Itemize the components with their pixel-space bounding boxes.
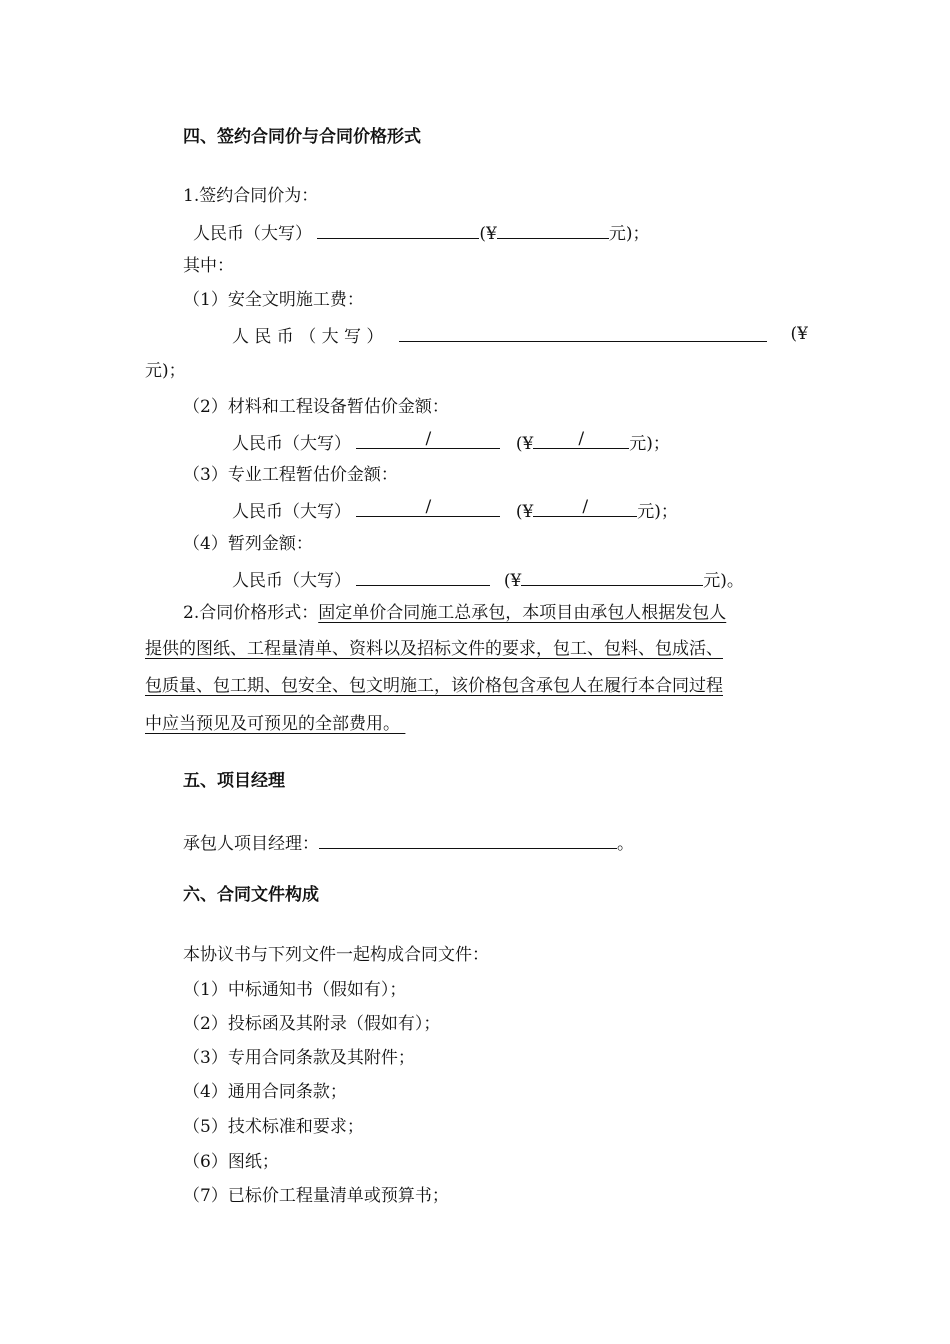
contract-doc-item: （1）中标通知书（假如有）；: [183, 980, 407, 1000]
yen-close: 元)；: [629, 434, 670, 454]
section5-title: 五、项目经理: [183, 771, 285, 791]
provisional-rmb-field[interactable]: [356, 567, 490, 586]
rmb-prefix: 人民币（大写）: [232, 502, 351, 522]
contract-doc-item: （6）图纸；: [183, 1152, 279, 1172]
yen-close: 元)；: [608, 224, 650, 244]
provisional-yen-field[interactable]: [521, 567, 703, 586]
professional-yen-value: /: [582, 497, 589, 517]
contract-doc-item: （5）技术标准和要求；: [183, 1117, 364, 1137]
project-manager-field[interactable]: [319, 830, 617, 849]
yen-open: (¥: [479, 224, 497, 244]
contract-doc-item: （4）通用合同条款；: [183, 1082, 347, 1102]
contract-price-label: 1.签约合同价为：: [183, 186, 319, 206]
materials-label: （2）材料和工程设备暂估价金额：: [183, 397, 449, 417]
yen-open: (¥: [515, 502, 534, 522]
materials-rmb-field[interactable]: [356, 430, 500, 449]
contract-doc-item: （7）已标价工程量清单或预算书；: [183, 1186, 449, 1206]
professional-label: （3）专业工程暂估价金额：: [183, 465, 398, 485]
contract-doc-item: （3）专用合同条款及其附件；: [183, 1048, 415, 1068]
price-form-text-2: 提供的图纸、工程量清单、资料以及招标文件的要求，包工、包料、包成活、: [145, 639, 723, 659]
rmb-prefix: 人民币（大写）: [193, 224, 312, 244]
professional-line: [232, 498, 678, 523]
contract-price-rmb-field[interactable]: [317, 220, 479, 239]
price-form-line1: [183, 602, 726, 624]
professional-rmb-field[interactable]: [356, 498, 500, 517]
professional-rmb-value: /: [425, 497, 432, 517]
price-form-text-3: 包质量、包工期、包安全、包文明施工，该价格包含承包人在履行本合同过程: [145, 676, 723, 696]
contract-docs-intro: 本协议书与下列文件一起构成合同文件：: [183, 945, 489, 965]
section6-title: 六、合同文件构成: [183, 885, 319, 905]
price-form-text-4: 中应当预见及可预见的全部费用。: [145, 714, 400, 734]
among-label: 其中：: [183, 256, 234, 276]
provisional-label: （4）暂列金额：: [183, 534, 313, 554]
contract-price-line: [193, 220, 650, 245]
price-form-label: 2.合同价格形式：: [183, 603, 319, 623]
safety-fee-rmb-field[interactable]: [399, 323, 767, 342]
yen-open: (¥: [503, 571, 522, 591]
rmb-prefix: 人民币（大写）: [232, 434, 351, 454]
materials-rmb-value: /: [425, 429, 432, 449]
yen-open: (¥: [515, 434, 534, 454]
safety-fee-wrap: 元)；: [145, 361, 186, 381]
contract-doc-item: （2）投标函及其附录（假如有）；: [183, 1014, 441, 1034]
price-form-text-1: 固定单价合同施工总承包，本项目由承包人根据发包人: [318, 603, 727, 623]
yen-close: 元)；: [637, 502, 678, 522]
contract-price-yen-field[interactable]: [497, 220, 609, 239]
professional-yen-field[interactable]: [533, 498, 637, 517]
pm-label: 承包人项目经理：: [183, 834, 319, 854]
provisional-line: [232, 567, 744, 592]
section4-title: 四、签约合同价与合同价格形式: [183, 127, 421, 147]
pm-end: 。: [617, 834, 634, 854]
safety-fee-line: [232, 323, 808, 348]
yen-open: (¥: [790, 324, 808, 344]
materials-yen-value: /: [578, 429, 585, 449]
materials-yen-field[interactable]: [533, 430, 629, 449]
yen-close: 元)。: [703, 571, 744, 591]
materials-line: [232, 430, 670, 455]
rmb-prefix: 人民币（大写）: [232, 571, 351, 591]
safety-fee-label: （1）安全文明施工费：: [183, 290, 364, 310]
project-manager-line: [183, 830, 634, 855]
rmb-prefix: 人 民 币 （ 大 写 ）: [232, 327, 384, 347]
